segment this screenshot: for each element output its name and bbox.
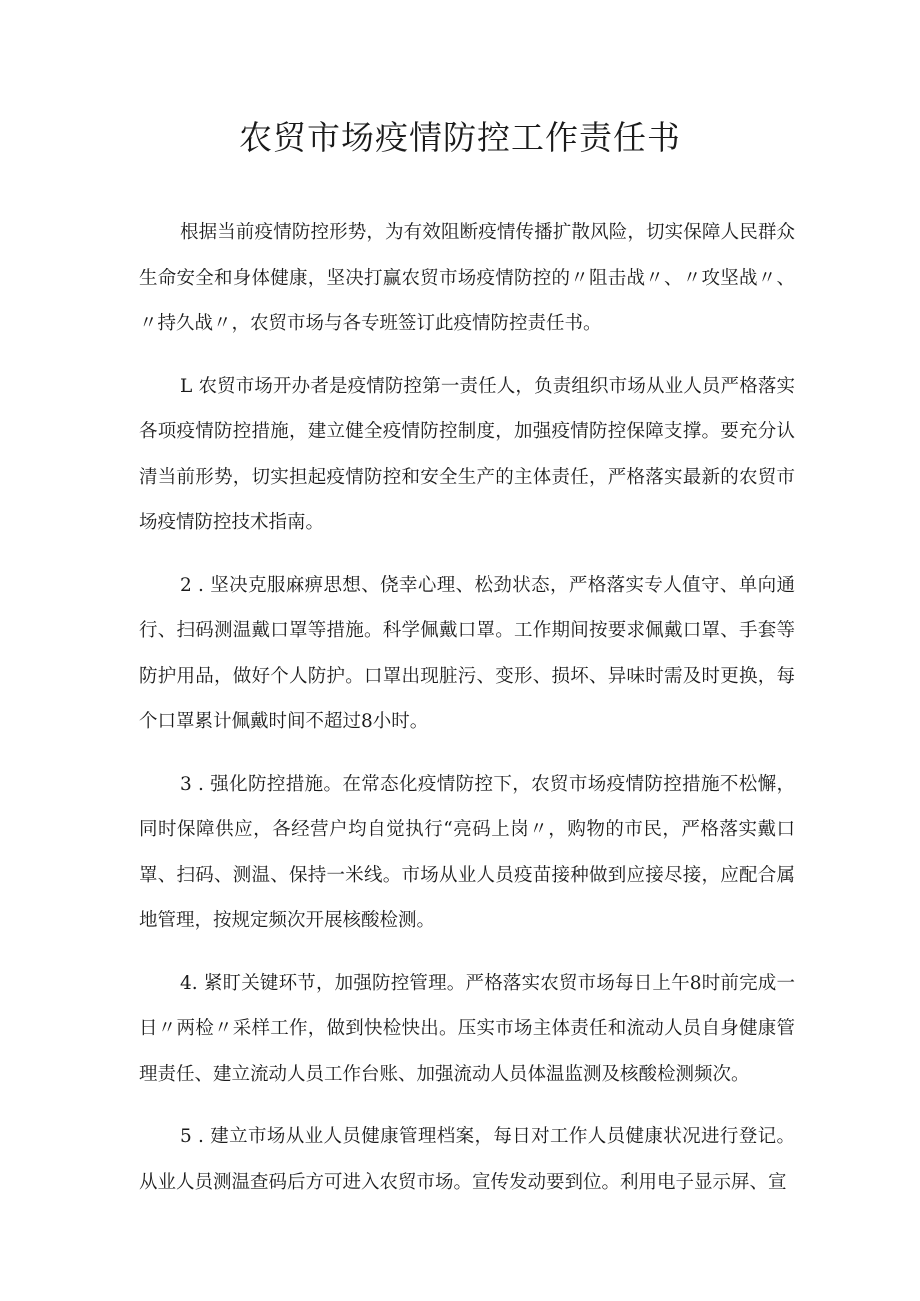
paragraph-number: 4. xyxy=(180,972,198,994)
paragraph-text: 紧盯关键环节，加强防控管理。严格落实农贸市场每日上午8时前完成一日〃两检〃采样工作，做到快检快出。压实市场主体责任和流动人员自身健康管理责任、建立流动人员工作台账、加强流动人员体温监测及核酸检测频次。 xyxy=(139,972,795,1085)
paragraph-text: 坚决克服麻痹思想、侥幸心理、松劲状态，严格落实专人值守、单向通行、扫码测温戴口罩等措施。科学佩戴口罩。工作期间按要求佩戴口罩、手套等防护用品，做好个人防护。口罩出现脏污、变形、损坏、异味时需及时更换，每个口罩累计佩戴时间不超过8小时。 xyxy=(139,574,795,732)
document-body xyxy=(139,210,795,1222)
paragraph-number: 2 . xyxy=(180,574,204,596)
paragraph-number: 5 . xyxy=(180,1126,204,1147)
paragraph-text: 农贸市场开办者是疫情防控第一责任人，负责组织市场从业人员严格落实各项疫情防控措施，建立健全疫情防控制度，加强疫情防控保障支撑。要充分认清当前形势，切实担起疫情防控和安全生产的主体责任，严格落实最新的农贸市场疫情防控技术指南。 xyxy=(139,375,795,533)
paragraph-item-3 xyxy=(139,762,795,944)
document-title: 农贸市场疫情防控工作责任书 xyxy=(239,118,681,157)
paragraph-item-2 xyxy=(139,563,795,745)
paragraph-intro xyxy=(139,210,795,347)
paragraph-item-5 xyxy=(139,1114,795,1205)
paragraph-number: 3 . xyxy=(180,773,204,795)
paragraph-item-1 xyxy=(139,364,795,546)
paragraph-text: 根据当前疫情防控形势，为有效阻断疫情传播扩散风险，切实保障人民群众生命安全和身体健康，坚决打赢农贸市场疫情防控的〃阻击战〃、〃攻坚战〃、〃持久战〃，农贸市场与各专班签订此疫情防控责任书。 xyxy=(139,222,795,334)
paragraph-text: 建立市场从业人员健康管理档案，每日对工作人员健康状况进行登记。从业人员测温查码后方可进入农贸市场。宣传发动要到位。利用电子显示屏、宣 xyxy=(139,1126,795,1193)
paragraph-number: L xyxy=(180,375,193,397)
paragraph-text: 强化防控措施。在常态化疫情防控下，农贸市场疫情防控措施不松懈，同时保障供应，各经营户均自觉执行“亮码上岗〃，购物的市民，严格落实戴口罩、扫码、测温、保持一米线。市场从业人员疫苗接种做到应接尽接，应配合属地管理，按规定频次开展核酸检测。 xyxy=(139,773,795,931)
paragraph-item-4 xyxy=(139,961,795,1098)
